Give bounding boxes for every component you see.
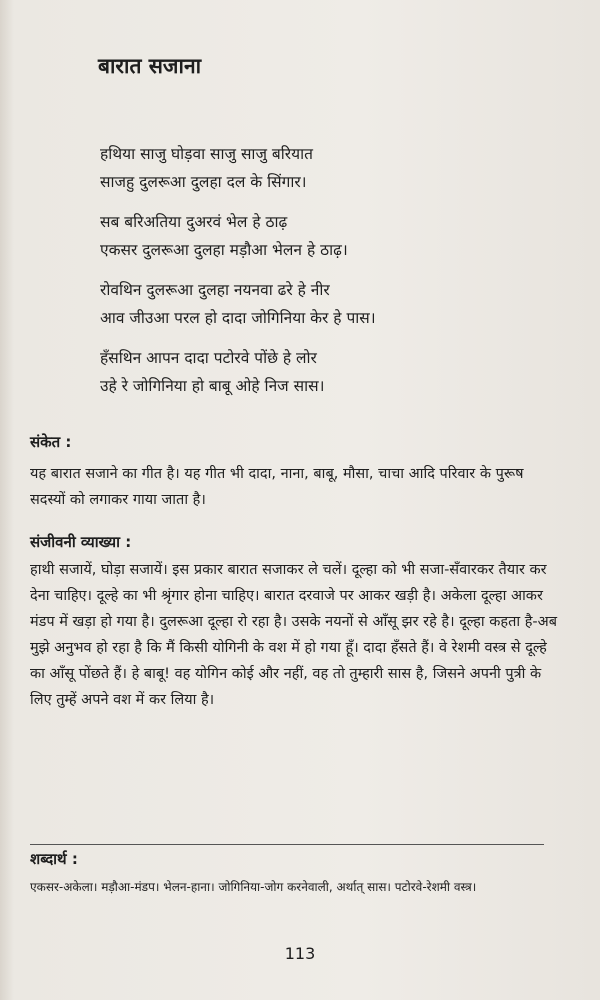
poem-stanza — [100, 344, 540, 400]
vyakhya-heading: संजीवनी व्याख्या : — [30, 533, 132, 551]
shabdarth-heading: शब्दार्थ : — [30, 850, 78, 868]
poem-line: हँसथिन आपन दादा पटोरवे पोंछे हे लोर — [100, 349, 317, 367]
poem-line: हथिया साजु घोड़वा साजु साजु बरियात — [100, 145, 313, 163]
poem-stanza — [100, 208, 540, 264]
poem-stanza — [100, 276, 540, 332]
sanket-text: यह बारात सजाने का गीत है। यह गीत भी दादा, नाना, बाबू, मौसा, चाचा आदि परिवार के पुरूष सदस्यों को लगाकर गाया जाता है। — [30, 466, 524, 508]
page-title: बारात सजाना — [98, 54, 202, 78]
page-number: 113 — [284, 944, 316, 963]
poem-line: उहे रे जोगिनिया हो बाबू ओहे निज सास। — [100, 377, 325, 395]
poem-line: रोवथिन दुलरूआ दुलहा नयनवा ढरे हे नीर — [100, 281, 330, 299]
poem-line: एकसर दुलरूआ दुलहा मड़ौआ भेलन हे ठाढ़। — [100, 241, 348, 259]
sanket-heading: संकेत : — [30, 433, 72, 451]
poem-line: साजहु दुलरूआ दुलहा दल के सिंगार। — [100, 173, 307, 191]
shabdarth-text: एकसर-अकेला। मड़ौआ-मंडप। भेलन-हाना। जोगिनिया-जोग करनेवाली, अर्थात् सास। पटोरवे-रेशमी वस्त्र। — [30, 880, 477, 894]
poem-stanza — [100, 140, 540, 196]
poem — [100, 140, 540, 412]
poem-line: सब बरिअतिया दुअरवं भेल हे ठाढ़ — [100, 213, 288, 231]
poem-line: आव जीउआ परल हो दादा जोगिनिया केर हे पास। — [100, 309, 376, 327]
vyakhya-text: हाथी सजायें, घोड़ा सजायें। इस प्रकार बारात सजाकर ले चलें। दूल्हा को भी सजा-सँवारकर तैयार कर देना चाहिए। दूल्हे का भी श्रृंगार होना चाहिए। बारात दरवाजे पर आकर खड़ी है। अकेला दूल्हा आकर मंडप में खड़ा हो गया है। दुलरूआ दूल्हा रो रहा है। उसके नयनों से आँसू झर रहे है। दूल्हा कहता है-अब मुझे अनुभव हो रहा है कि मैं किसी योगिनी के वश में हो गया हूँ। दादा हँसते हैं। वे रेशमी वस्त्र से दूल्हे का आँसू पोंछते हैं। हे बाबू! वह योगिन कोई और नहीं, वह तो तुम्हारी सास है, जिसने अपनी पुत्री के लिए तुम्हें अपने वश में कर लिया है। — [30, 562, 557, 708]
footnote-divider — [30, 844, 544, 845]
